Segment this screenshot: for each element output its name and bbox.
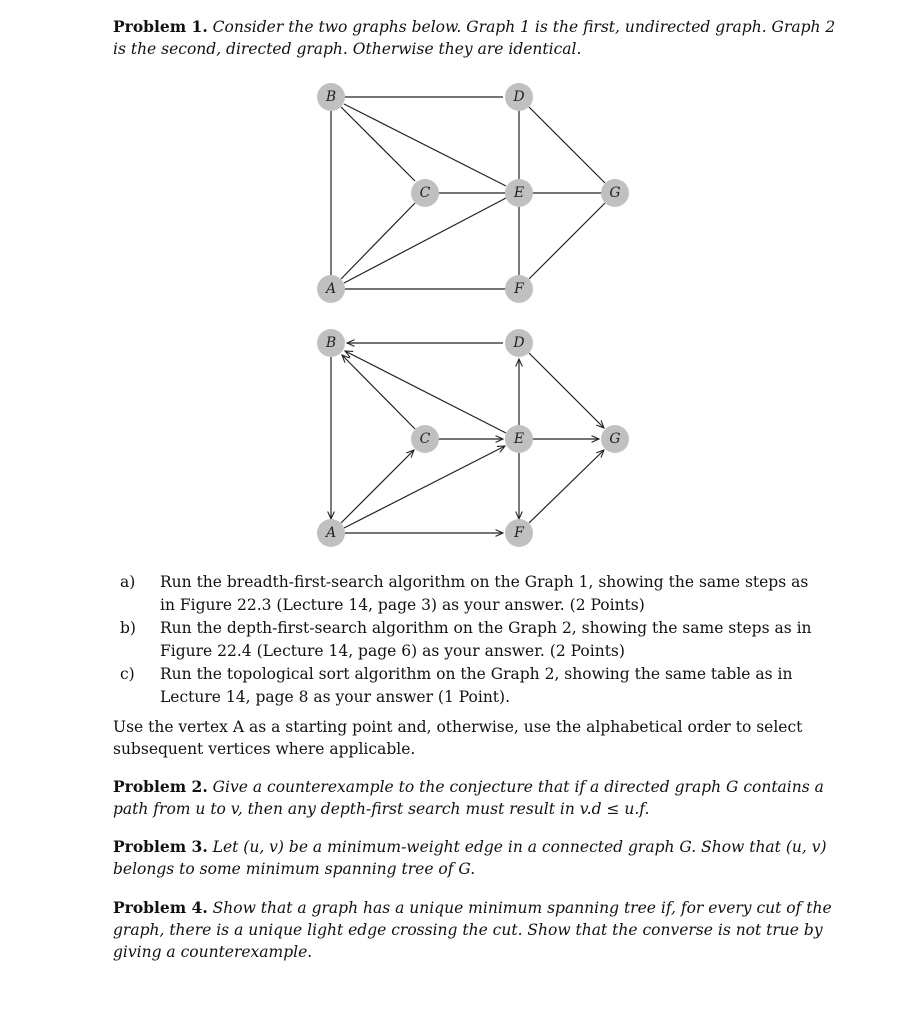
task-label: c) (120, 665, 135, 683)
svg-text:E: E (513, 431, 525, 447)
task-label: a) (120, 573, 136, 591)
problem-4-text: Show that a graph has a unique minimum spanning tree if, for every cut of the graph, there is a unique light edge crossing the cut. Show that the converse is not true by giving a counterexample. (113, 899, 832, 961)
problem-1-text: Consider the two graphs below. Graph 1 is the first, undirected graph. Graph 2 is the second, directed graph. Otherwise they are identical. (113, 18, 836, 58)
graph1-node-e (505, 179, 533, 207)
svg-text:A: A (325, 525, 337, 541)
svg-text:B: B (325, 89, 337, 105)
svg-text:G: G (609, 185, 621, 201)
graph2-node-b (317, 329, 345, 357)
graph2-node-g (601, 425, 629, 453)
arc-A-E (344, 446, 505, 528)
arc-A-C (341, 450, 414, 523)
task-text: Run the breadth-first-search algorithm on the Graph 1, showing the same steps as in Figure 22.3 (Lecture 14, page 3) as your answer. (2 Points) (160, 573, 809, 614)
task-b (120, 617, 840, 663)
start-vertex-note: Use the vertex A as a starting point and, otherwise, use the alphabetical order to select subsequent vertices where applicable. (113, 718, 803, 758)
problem-4-label: Problem 4. (113, 898, 208, 917)
problem-2-text: Give a counterexample to the conjecture that if a directed graph G contains a path from u to v, then any depth-first search must result in v.d ≤ u.f. (113, 778, 824, 818)
edge-G-F (529, 203, 605, 279)
edge-B-E (344, 104, 506, 186)
svg-text:F: F (514, 281, 524, 297)
graph1-node-b (317, 83, 345, 111)
arc-D-G (529, 353, 604, 428)
graph2-node-e (505, 425, 533, 453)
graph1-node-c (411, 179, 439, 207)
svg-text:D: D (513, 335, 525, 351)
problem-3-label: Problem 3. (113, 837, 208, 856)
graph-2 (317, 329, 629, 547)
problem-3 (113, 836, 838, 880)
svg-text:C: C (419, 185, 431, 201)
task-label: b) (120, 619, 136, 637)
graph-1 (317, 83, 629, 303)
svg-text:A: A (325, 281, 337, 297)
graph1-node-f (505, 275, 533, 303)
graph2-node-f (505, 519, 533, 547)
problem-2 (113, 776, 838, 820)
graph2-node-c (411, 425, 439, 453)
problem-2-label: Problem 2. (113, 777, 208, 796)
problem-1-label: Problem 1. (113, 17, 208, 36)
graph2-node-a (317, 519, 345, 547)
task-text: Run the topological sort algorithm on the Graph 2, showing the same table as in Lecture 14, page 8 as your answer (1 Point). (160, 665, 793, 706)
svg-text:E: E (513, 185, 525, 201)
task-text: Run the depth-first-search algorithm on the Graph 2, showing the same steps as in Figure 22.4 (Lecture 14, page 6) as your answer. (2 Points) (160, 619, 812, 660)
edge-C-A (341, 203, 415, 279)
graph2-node-d (505, 329, 533, 357)
svg-text:C: C (419, 431, 431, 447)
edge-E-A (344, 198, 506, 283)
arc-C-B (342, 355, 415, 429)
graph1-node-g (601, 179, 629, 207)
edge-B-C (341, 107, 415, 181)
arc-E-B (345, 351, 506, 433)
arc-F-G (529, 450, 604, 523)
task-a (120, 571, 840, 617)
graph1-node-d (505, 83, 533, 111)
task-list (120, 571, 840, 709)
svg-text:F: F (514, 525, 524, 541)
graph1-node-a (317, 275, 345, 303)
problem-3-text: Let (u, v) be a minimum-weight edge in a connected graph G. Show that (u, v) belongs to some minimum spanning tree of G. (113, 838, 827, 878)
svg-text:D: D (513, 89, 525, 105)
edge-D-G (529, 107, 605, 183)
problem-4 (113, 897, 838, 963)
task-c (120, 663, 840, 709)
svg-text:B: B (325, 335, 337, 351)
svg-text:G: G (609, 431, 621, 447)
